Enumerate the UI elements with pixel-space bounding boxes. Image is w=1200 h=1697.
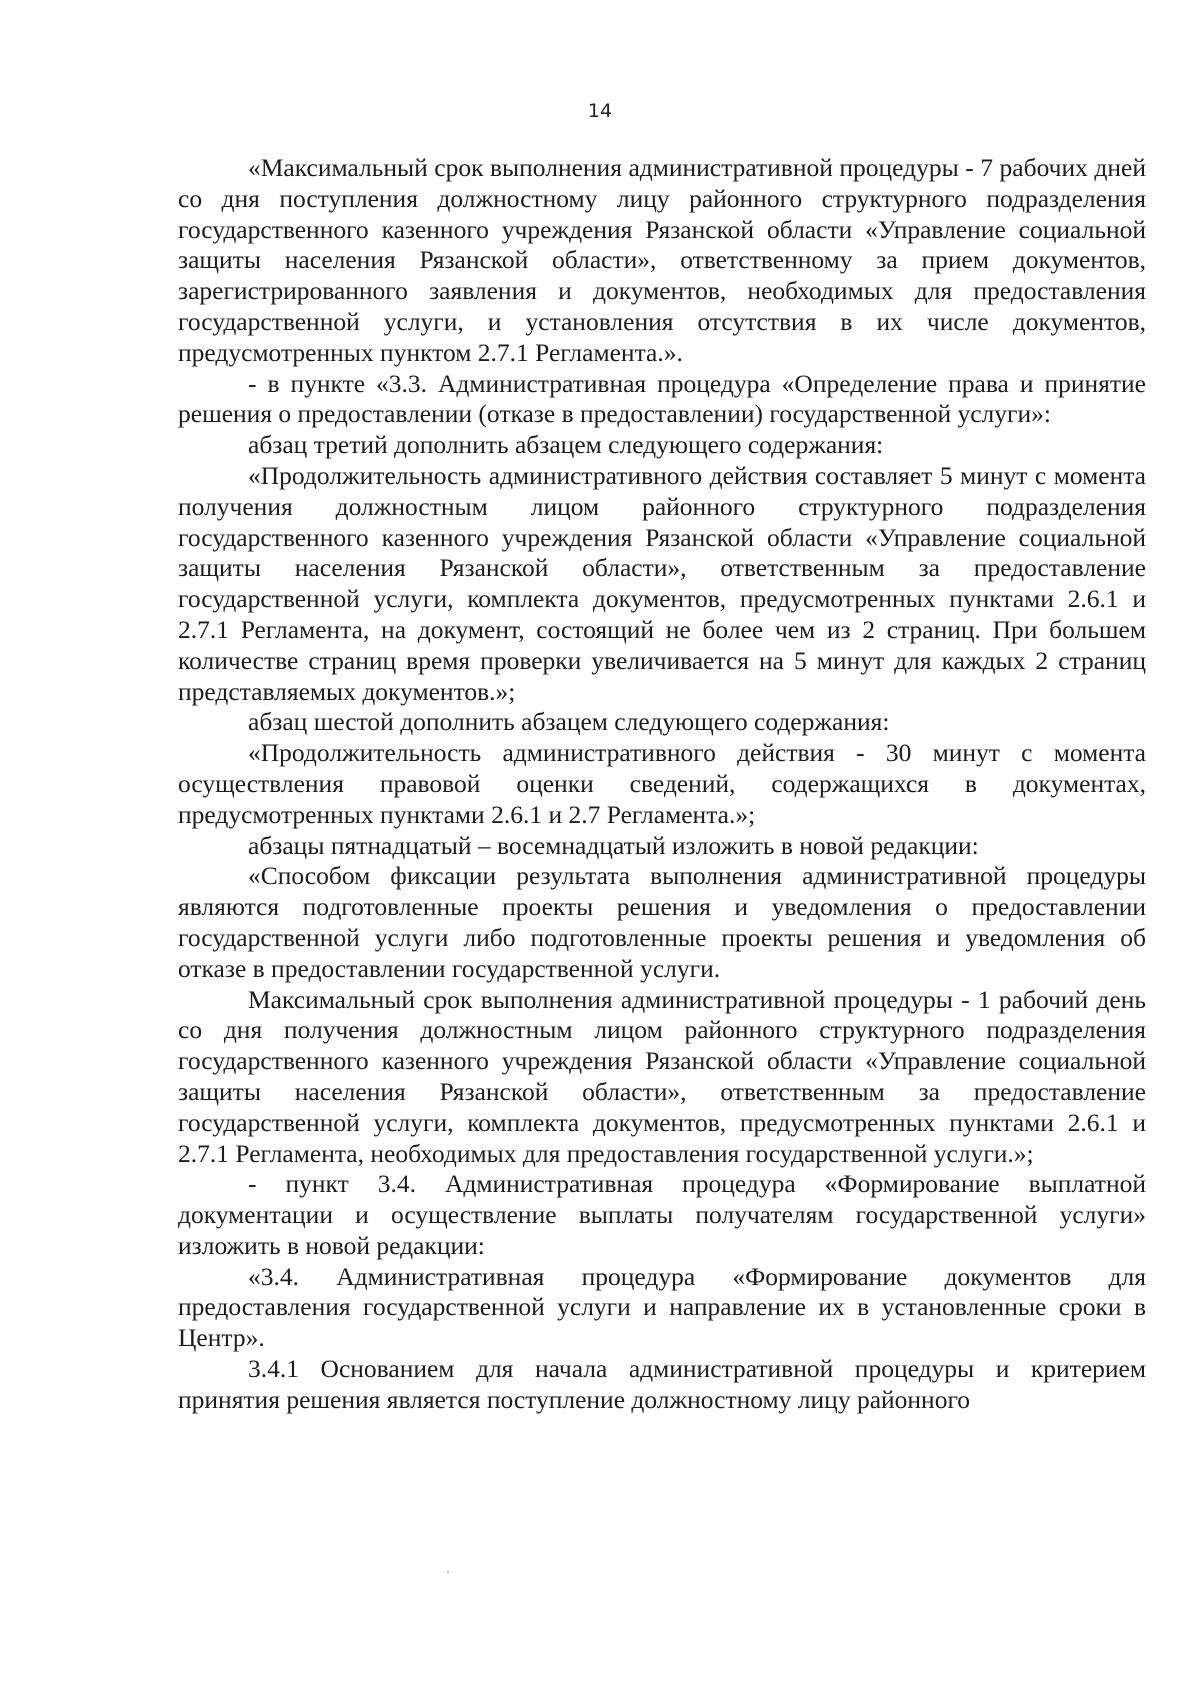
- paragraph: абзацы пятнадцатый – восемнадцатый изложить в новой редакции:: [248, 830, 979, 860]
- page-number: 14: [587, 100, 613, 122]
- document-body: [178, 153, 1146, 1416]
- paragraph: 3.4.1 Основанием для начала административной процедуры и критерием принятия решения является поступление должностному лицу районного: [178, 1354, 1146, 1414]
- paragraph: «Способом фиксации результата выполнения административной процедуры являются подготовленные проекты решения и уведомления о предоставлении государственной услуги либо подготовленные проекты решения и уведомления об отказе в предоставлении государственной услуги.: [178, 861, 1146, 983]
- scan-speck: [447, 1571, 449, 1573]
- paragraph: Максимальный срок выполнения административной процедуры - 1 рабочий день со дня получения должностным лицом районного структурного подразделения государственного казенного учреждения Рязанской области «Управление социальной защиты населения Рязанской области», ответственным за предоставление государственной услуги, комплекта документов, предусмотренных пунктами 2.6.1 и 2.7.1 Регламента, необходимых для предоставления государственной услуги.»;: [178, 984, 1146, 1168]
- paragraph: «Продолжительность административного действия составляет 5 минут с момента получения должностным лицом районного структурного подразделения государственного казенного учреждения Рязанской области «Управление социальной защиты населения Рязанской области», ответственным за предоставление государственной услуги, комплекта документов, предусмотренных пунктами 2.6.1 и 2.7.1 Регламента, на документ, состоящий не более чем из 2 страниц. При большем количестве страниц время проверки увеличивается на 5 минут для каждых 2 страниц представляемых документов.»;: [178, 460, 1146, 706]
- paragraph: абзац шестой дополнить абзацем следующего содержания:: [248, 707, 890, 737]
- paragraph: «Продолжительность административного действия - 30 минут с момента осуществления правовой оценки сведений, содержащихся в документах, предусмотренных пунктами 2.6.1 и 2.7 Регламента.»;: [178, 738, 1146, 829]
- paragraph: - пункт 3.4. Административная процедура «Формирование выплатной документации и осуществление выплаты получателям государственной услуги» изложить в новой редакции:: [178, 1169, 1146, 1260]
- paragraph: «Максимальный срок выполнения административной процедуры - 7 рабочих дней со дня поступления должностному лицу районного структурного подразделения государственного казенного учреждения Рязанской области «Управление социальной защиты населения Рязанской области», ответственному за прием документов, зарегистрированного заявления и документов, необходимых для предоставления государственной услуги, и установления отсутствия в их числе документов, предусмотренных пунктом 2.7.1 Регламента.».: [178, 153, 1146, 367]
- paragraph: - в пункте «3.3. Административная процедура «Определение права и принятие решения о предоставлении (отказе в предоставлении) государственной услуги»:: [178, 368, 1146, 429]
- paragraph: «3.4. Административная процедура «Формирование документов для предоставления государственной услуги и направление их в установленные сроки в Центр».: [178, 1261, 1146, 1353]
- paragraph: абзац третий дополнить абзацем следующего содержания:: [248, 430, 884, 460]
